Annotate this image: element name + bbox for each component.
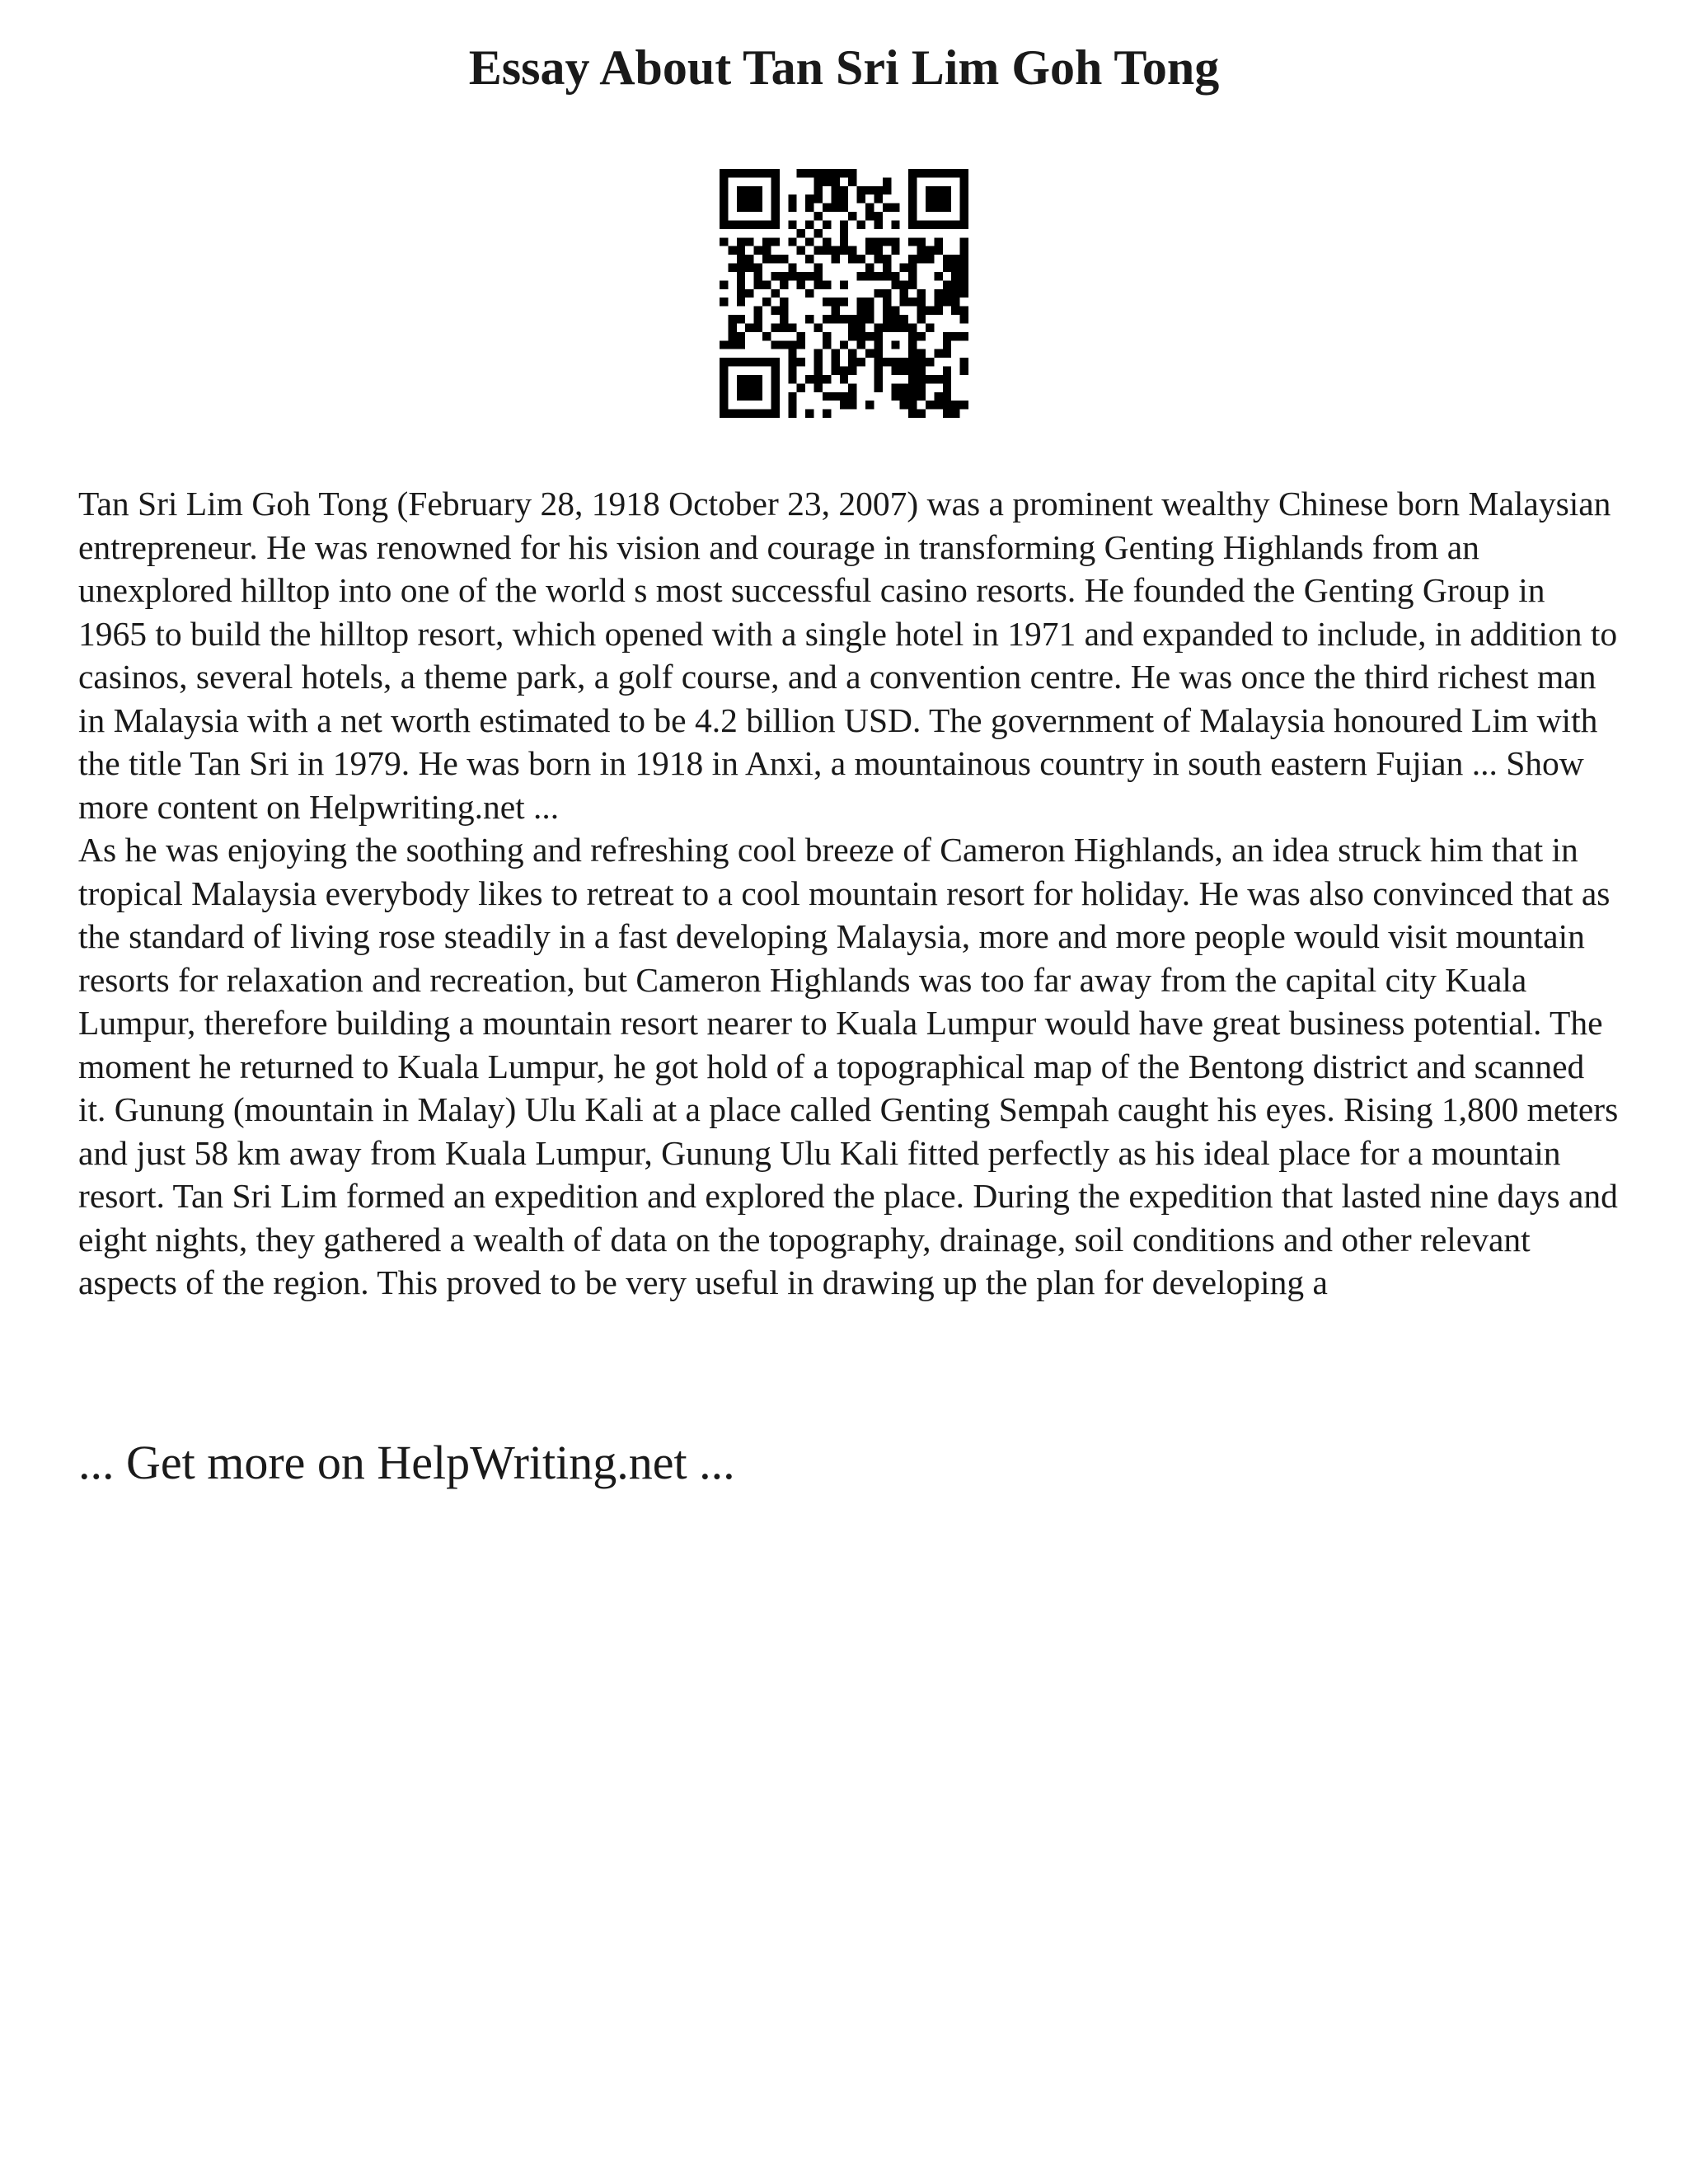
essay-paragraph-1: Tan Sri Lim Goh Tong (February 28, 1918 October 23, 2007) was a prominent wealthy Chinese born Malaysian entrepreneur. He was renowned for his vision and courage in transforming Genting Highlands from an unexplored hilltop into one of the world s most successful casino resorts. He founded the Genting Group in 1965 to build the hilltop resort, which opened with a single hotel in 1971 and expanded to include, in addition to casinos, several hotels, a theme park, a golf course, and a convention centre. He was once the third richest man in Malaysia with a net worth estimated to be 4.2 billion USD. The government of Malaysia honoured Lim with the title Tan Sri in 1979. He was born in 1918 in Anxi, a mountainous country in south eastern Fujian ... Show more content on Helpwriting.net ...	[78, 485, 1618, 826]
essay-paragraph-2: As he was enjoying the soothing and refreshing cool breeze of Cameron Highlands, an idea struck him that in tropical Malaysia everybody likes to retreat to a cool mountain resort for holiday. He was also convinced that as the standard of living rose steadily in a fast developing Malaysia, more and more people would visit mountain resorts for relaxation and recreation, but Cameron Highlands was too far away from the capital city Kuala Lumpur, therefore building a mountain resort nearer to Kuala Lumpur would have great business potential. The moment he returned to Kuala Lumpur, he got hold of a topographical map of the Bentong district and scanned it. Gunung (mountain in Malay) Ulu Kali at a place called Genting Sempah caught his eyes. Rising 1,800 meters and just 58 km away from Kuala Lumpur, Gunung Ulu Kali fitted perfectly as his ideal place for a mountain resort. Tan Sri Lim formed an expedition and explored the place. During the expedition that lasted nine days and eight nights, they gathered a wealth of data on the topography, drainage, soil conditions and other relevant aspects of the region. This proved to be very useful in drawing up the plan for developing a	[78, 831, 1619, 1301]
get-more-link[interactable]: ... Get more on HelpWriting.net ...	[78, 1436, 735, 1489]
qr-code-icon[interactable]	[720, 169, 968, 418]
essay-body	[78, 482, 1620, 1305]
document-title: Essay About Tan Sri Lim Goh Tong	[468, 40, 1220, 95]
qr-code-graphic	[720, 169, 968, 418]
